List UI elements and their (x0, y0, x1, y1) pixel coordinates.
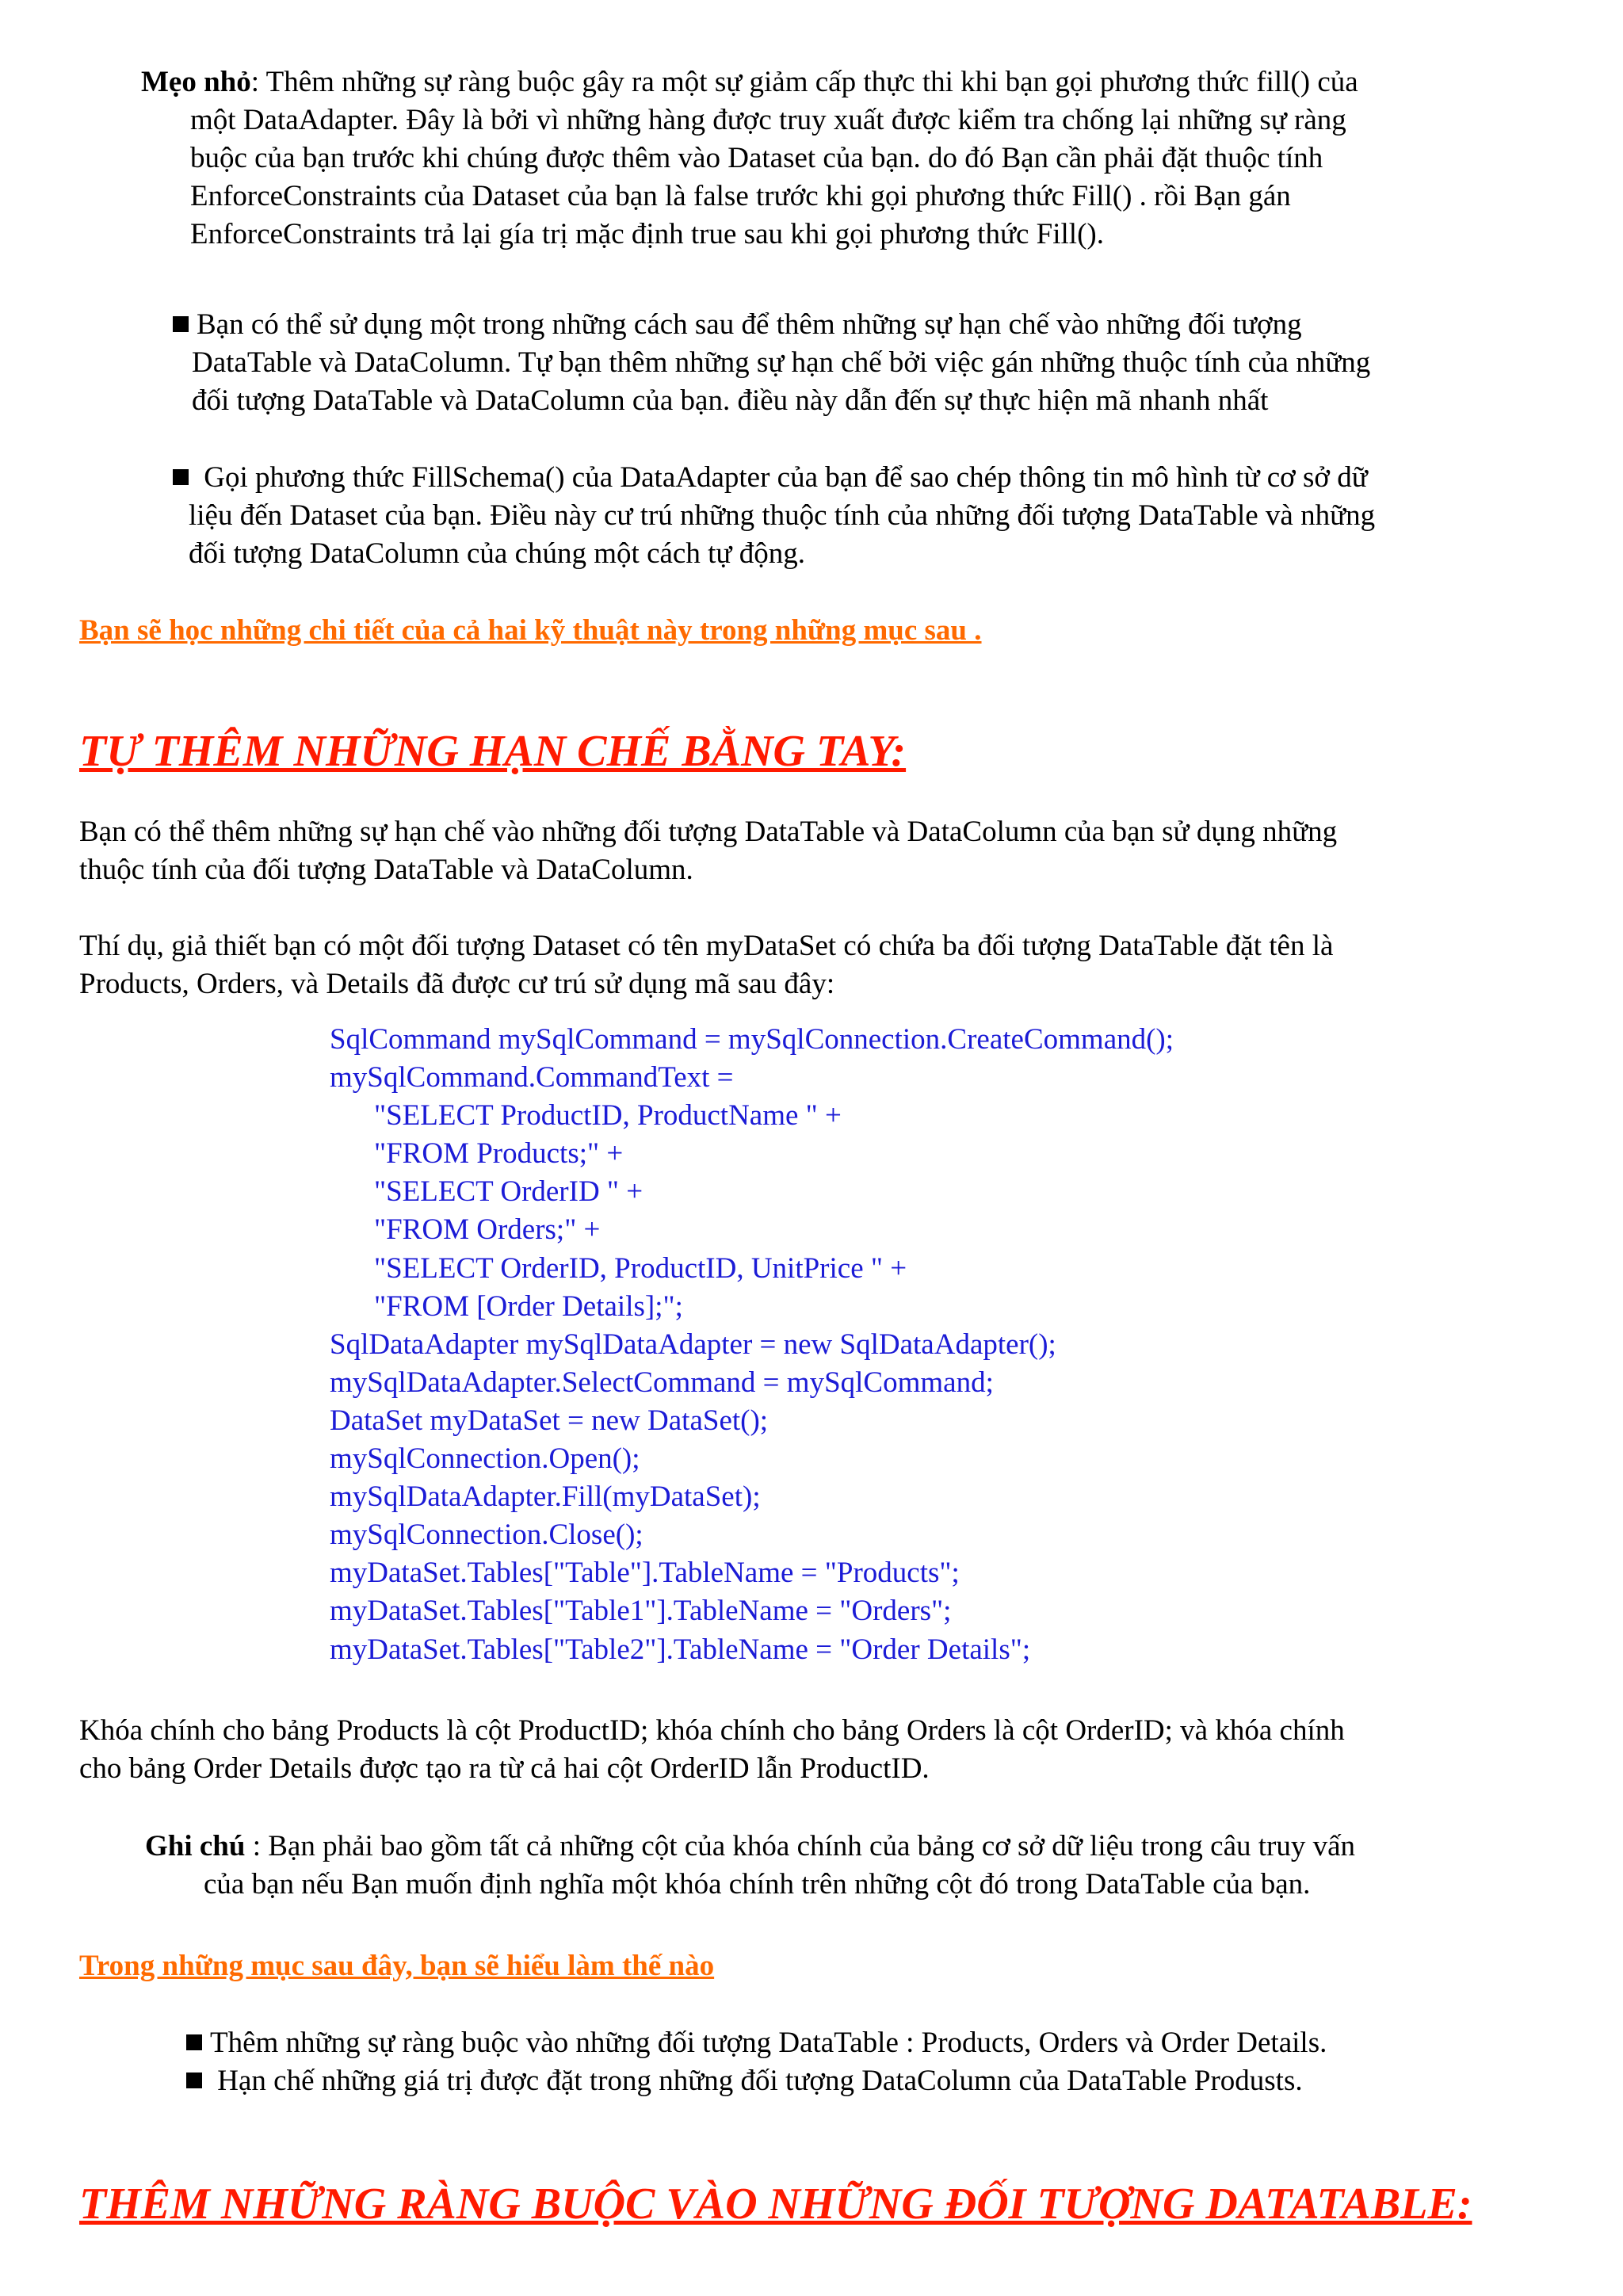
bullet-item (186, 2062, 1589, 2100)
paragraph-line: Khóa chính cho bảng Products là cột ProductID; khóa chính cho bảng Orders là cột OrderID; và khóa chính (79, 1714, 1345, 1747)
code-line: mySqlDataAdapter.Fill(myDataSet); (330, 1480, 761, 1514)
code-line: "FROM [Order Details];"; (374, 1289, 683, 1323)
paragraph-line: Products, Orders, và Details đã được cư trú sử dụng mã sau đây: (79, 968, 835, 1000)
paragraph-line: Thí dụ, giả thiết bạn có một đối tượng Dataset có tên myDataSet có chứa ba đối tượng DataTable đặt tên là (79, 930, 1334, 962)
note-label: Ghi chú (145, 1830, 246, 1862)
code-line: mySqlConnection.Open(); (330, 1442, 640, 1476)
tip-label: Mẹo nhỏ (141, 66, 251, 98)
bullet-line: Hạn chế những giá trị được đặt trong những đối tượng DataColumn của DataTable Produsts. (210, 2065, 1303, 2097)
tip-line: EnforceConstraints trả lại gía trị mặc định true sau khi gọi phương thức Fill(). (190, 218, 1104, 250)
section-link[interactable]: Bạn sẽ học những chi tiết của cả hai kỹ thuật này trong những mục sau . (79, 614, 982, 647)
code-line: myDataSet.Tables["Table1"].TableName = "Orders"; (330, 1595, 952, 1628)
bullet-line: đối tượng DataColumn của chúng một cách tự động. (189, 537, 805, 570)
bullet-line: đối tượng DataTable và DataColumn của bạn. điều này dẫn đến sự thực hiện mã nhanh nhất (192, 384, 1269, 417)
paragraph-line: thuộc tính của đối tượng DataTable và DataColumn. (79, 854, 693, 886)
tip-line: EnforceConstraints của Dataset của bạn là false trước khi gọi phương thức Fill() . rồi Bạn gán (190, 180, 1291, 212)
code-line: SqlCommand mySqlCommand = mySqlConnection.CreateCommand(); (330, 1023, 1174, 1056)
code-line: mySqlCommand.CommandText = (330, 1061, 734, 1095)
body-paragraph (79, 813, 1585, 889)
code-line: "SELECT OrderID " + (374, 1175, 643, 1209)
section-heading: TỰ THÊM NHỮNG HẠN CHẾ BẰNG TAY: (79, 727, 907, 776)
bullet-line: Bạn có thể sử dụng một trong những cách sau để thêm những sự hạn chế vào những đối tượng (197, 308, 1302, 341)
code-line: myDataSet.Tables["Table"].TableName = "Products"; (330, 1557, 960, 1590)
tip-line: buộc của bạn trước khi chúng được thêm vào Dataset của bạn. do đó Bạn cần phải đặt thuộc tính (190, 142, 1323, 174)
bullet-line: DataTable và DataColumn. Tự bạn thêm những sự hạn chế bởi việc gán những thuộc tính của những (192, 346, 1371, 379)
bullet-item (173, 306, 1591, 420)
tip-line: một DataAdapter. Đây là bởi vì những hàng được truy xuất được kiểm tra chống lại những sự ràng (190, 104, 1346, 136)
code-line: DataSet myDataSet = new DataSet(); (330, 1404, 769, 1437)
square-bullet-icon (186, 2034, 202, 2050)
note-line: : Bạn phải bao gồm tất cả những cột của khóa chính của bảng cơ sở dữ liệu trong câu truy vấn (245, 1830, 1356, 1862)
tip-paragraph (141, 63, 1568, 254)
square-bullet-icon (186, 2073, 202, 2088)
code-line: "SELECT OrderID, ProductID, UnitPrice " + (374, 1251, 907, 1285)
code-line: mySqlConnection.Close(); (330, 1519, 643, 1552)
code-line: "FROM Orders;" + (374, 1213, 601, 1247)
code-line: "SELECT ProductID, ProductName " + (374, 1099, 842, 1133)
note-line: của bạn nếu Bạn muốn định nghĩa một khóa chính trên những cột đó trong DataTable của bạn. (204, 1868, 1311, 1901)
code-line: SqlDataAdapter mySqlDataAdapter = new SqlDataAdapter(); (330, 1328, 1056, 1361)
square-bullet-icon (173, 469, 189, 485)
code-line: myDataSet.Tables["Table2"].TableName = "Order Details"; (330, 1633, 1031, 1666)
code-line: mySqlDataAdapter.SelectCommand = mySqlCommand; (330, 1366, 994, 1399)
bullet-line: Gọi phương thức FillSchema() của DataAdapter của bạn để sao chép thông tin mô hình từ cơ sở dữ (197, 461, 1368, 494)
bullet-line: liệu đến Dataset của bạn. Điều này cư trú những thuộc tính của những đối tượng DataTable và những (189, 499, 1376, 532)
section-link[interactable]: Trong những mục sau đây, bạn sẽ hiểu làm thế nào (79, 1950, 715, 1982)
tip-line: : Thêm những sự ràng buộc gây ra một sự giảm cấp thực thi khi bạn gọi phương thức fill() của (250, 66, 1358, 98)
code-block (330, 1021, 1174, 1669)
body-paragraph (79, 927, 1585, 1003)
body-paragraph (79, 1712, 1585, 1788)
section-heading: THÊM NHỮNG RÀNG BUỘC VÀO NHỮNG ĐỐI TƯỢNG DATATABLE: (79, 2179, 1472, 2229)
paragraph-line: Bạn có thể thêm những sự hạn chế vào những đối tượng DataTable và DataColumn của bạn sử dụng những (79, 816, 1338, 848)
note-paragraph (145, 1828, 1571, 1904)
square-bullet-icon (173, 316, 189, 332)
bullet-line: Thêm những sự ràng buộc vào những đối tượng DataTable : Products, Orders và Order Details. (210, 2027, 1327, 2059)
bullet-item (186, 2024, 1589, 2062)
code-line: "FROM Products;" + (374, 1137, 624, 1171)
bullet-item (173, 459, 1591, 573)
paragraph-line: cho bảng Order Details được tạo ra từ cả hai cột OrderID lẫn ProductID. (79, 1752, 930, 1785)
